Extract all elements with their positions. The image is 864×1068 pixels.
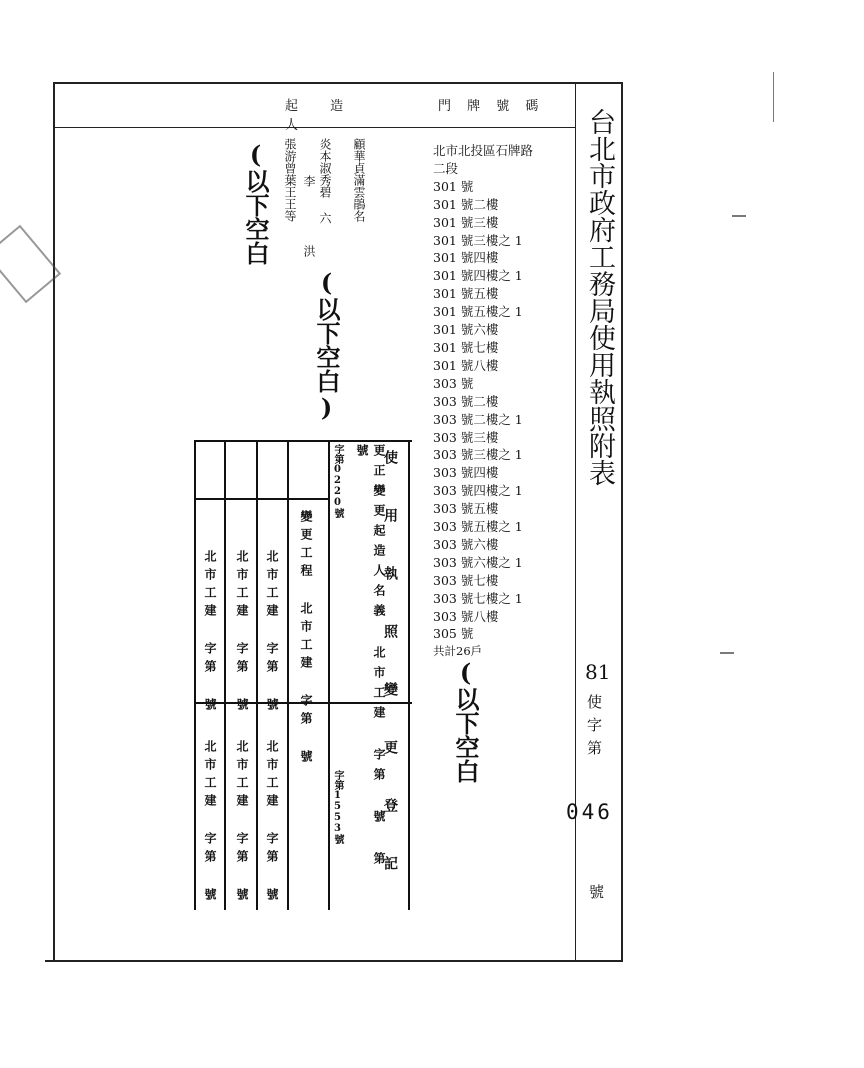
table-row-label: 北市工建 字第 號 — [235, 550, 249, 716]
table-stamp-bottom: 字第1553號 — [332, 770, 343, 844]
table-stamp-top: 字第0220號 — [332, 444, 343, 518]
builder-names-col1: 顧華貞滿雲鵑名 — [352, 138, 366, 222]
address-total: 共計26戶 — [433, 644, 483, 659]
builder-names-col2: 炎本淑秀碧 六 — [318, 138, 332, 224]
address-unit: 303 號四樓之 1 — [433, 483, 523, 499]
builder-names-col3: 張游曾葉王王等 — [283, 138, 297, 222]
table-upper-rule — [194, 498, 330, 500]
document-title: 台北市政府工務局使用執照附表 — [584, 108, 615, 486]
license-suffix: 號 — [587, 884, 605, 899]
table-row-label: 北市工建 字第 號 — [235, 740, 249, 906]
address-unit: 301 號七樓 — [433, 339, 499, 355]
address-unit: 303 號七樓之 1 — [433, 590, 523, 606]
address-unit: 303 號二樓之 1 — [433, 411, 523, 427]
builder-names-col-mid: 李 洪 — [302, 175, 316, 279]
table-row-label: 北市工建 字第 號 — [203, 740, 217, 906]
address-unit: 301 號 — [433, 178, 474, 194]
frame-right — [621, 82, 623, 962]
address-unit: 303 號八樓 — [433, 608, 499, 624]
license-number: 046 — [566, 800, 613, 824]
blank-mark-left: (以下空白 — [241, 140, 270, 265]
blank-mark-bottom: (以下空白 — [451, 658, 480, 783]
address-unit: 303 號五樓之 1 — [433, 519, 523, 535]
address-unit: 303 號三樓之 1 — [433, 447, 523, 463]
license-year: 81 — [585, 660, 611, 684]
address-unit: 303 號五樓 — [433, 501, 499, 517]
address-unit: 303 號 — [433, 375, 474, 391]
table-heading: 使 用 執 照 變 更 登 記 — [382, 450, 398, 884]
scan-edge-mark — [773, 72, 774, 122]
address-unit: 301 號三樓 — [433, 214, 499, 230]
scan-stamp-mark — [0, 225, 61, 304]
address-unit: 303 號七樓 — [433, 572, 499, 588]
address-unit: 301 號五樓 — [433, 286, 499, 302]
scan-edge-mark — [720, 652, 734, 654]
address-unit: 303 號三樓 — [433, 429, 499, 445]
blank-mark-middle: (以下空白) — [312, 268, 341, 422]
table-col-line — [408, 440, 410, 910]
address-unit: 303 號六樓之 1 — [433, 554, 523, 570]
frame-bottom — [45, 960, 623, 962]
license-change-table — [194, 440, 412, 910]
address-line2: 二段 — [433, 160, 459, 176]
address-unit: 301 號六樓 — [433, 322, 499, 338]
table-col-line — [194, 440, 196, 910]
address-unit: 303 號四樓 — [433, 465, 499, 481]
address-unit: 301 號五樓之 1 — [433, 304, 523, 320]
table-row-label: 北市工建 字第 號 — [265, 740, 279, 906]
address-line1: 北市北投區石牌路 — [433, 143, 534, 158]
address-list — [433, 142, 573, 661]
table-col-line — [256, 440, 258, 910]
address-unit: 305 號 — [433, 626, 474, 642]
license-word: 使字第 — [585, 694, 603, 763]
address-unit: 301 號八樓 — [433, 357, 499, 373]
frame-left — [53, 82, 55, 962]
address-header: 門 牌 號 碼 — [438, 99, 545, 114]
address-unit: 303 號六樓 — [433, 536, 499, 552]
address-unit: 301 號四樓 — [433, 250, 499, 266]
table-col-b: 變更工程 北市工建 字第 號 — [299, 510, 313, 768]
table-col-line — [287, 440, 289, 910]
table-top-rule — [194, 440, 412, 442]
table-col-a: 更正變更起造人名義 北市工建 字第 號 第 號 — [355, 444, 386, 872]
address-unit: 301 號二樓 — [433, 196, 499, 212]
address-unit: 301 號四樓之 1 — [433, 268, 523, 284]
right-panel-divider — [575, 84, 576, 960]
frame-top — [53, 82, 623, 84]
scan-edge-mark — [732, 215, 746, 217]
builder-header: 起 造 人 — [285, 99, 358, 133]
address-unit: 301 號三樓之 1 — [433, 232, 523, 248]
table-row-label: 北市工建 字第 號 — [203, 550, 217, 716]
table-row-label: 北市工建 字第 號 — [265, 550, 279, 716]
address-unit: 303 號二樓 — [433, 393, 499, 409]
table-col-line — [224, 440, 226, 910]
